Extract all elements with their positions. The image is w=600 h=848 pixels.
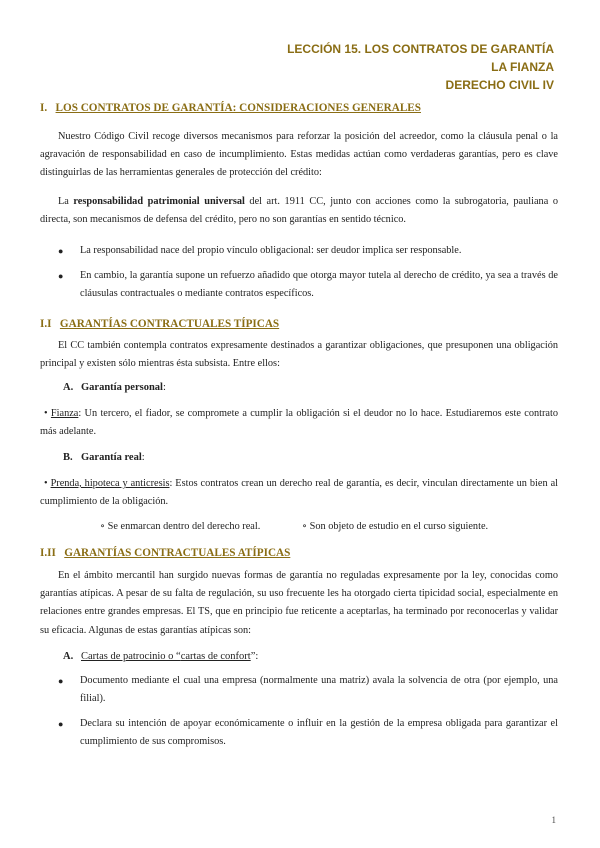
course-name: DERECHO CIVIL IV [445, 78, 554, 92]
subheading-cartas-patrocinio: A. Cartas de patrocinio o “cartas de confort”: [63, 651, 259, 662]
bullet-icon: ● [58, 676, 64, 686]
link-cartas-confort[interactable]: cartas de confort [180, 651, 251, 662]
paragraph-prenda: • Prenda, hipoteca y anticresis: Estos contratos crean un derecho real de garantía, es decir, vinculan directamente un bien al cumplimiento de la obligación. [40, 478, 559, 508]
sub-bullet-item: ∘ Se enmarcan dentro del derecho real. [100, 521, 261, 532]
section-number: I. [40, 102, 48, 114]
subheading-garantia-personal: A. Garantía personal: [63, 382, 166, 393]
term-prenda: Prenda, hipoteca y anticresis [50, 478, 170, 489]
section-heading-1-2 [40, 547, 558, 559]
list-item: ● Declara su intención de apoyar económicamente o influir en la gestión de la empresa obligada para garantizar el cumplimiento de sus compromisos. [58, 715, 558, 751]
section-number: I.II [40, 547, 56, 559]
term-fianza: Fianza [50, 408, 79, 419]
section-heading-1 [40, 102, 558, 114]
section-title: GARANTÍAS CONTRACTUALES ATÍPICAS [64, 547, 291, 559]
lesson-title: LECCIÓN 15. LOS CONTRATOS DE GARANTÍA [287, 42, 554, 56]
paragraph: En el ámbito mercantil han surgido nuevas formas de garantía no reguladas expresamente por la ley, conocidas como garantías atípicas. A pesar de su falta de regulación, su uso frecuente les ha otorgado cierta tipicidad social, especialmente en relaciones entre grandes empresas. El TS, que en principio fue reticente a aceptarlas, ha terminado por reconocerlas y validar su eficacia. Algunas de estas garantías atípicas son: [40, 570, 558, 636]
bullet-icon: ● [58, 246, 64, 256]
document-header [287, 40, 554, 94]
bullet-icon: • [44, 478, 48, 489]
circle-bullet-icon: ∘ [100, 521, 106, 532]
list-item: ● En cambio, la garantía supone un refuerzo añadido que otorga mayor tutela al derecho de crédito, ya sea a través de cláusulas contractuales o mediante contratos específicos. [58, 267, 558, 303]
section-title: LOS CONTRATOS DE GARANTÍA: CONSIDERACIONES GENERALES [55, 102, 421, 114]
list-item: ● Documento mediante el cual una empresa (normalmente una matriz) avala la solvencia de otra (por ejemplo, una filial). [58, 672, 558, 708]
sub-bullet-item: ∘ Son objeto de estudio en el curso siguiente. [302, 521, 489, 532]
paragraph: Nuestro Código Civil recoge diversos mecanismos para reforzar la posición del acreedor, como la cláusula penal o la agravación de responsabilidad en caso de incumplimiento. Estas medidas actúan como verdaderas garantías, pero es clave distinguirlas de las herramientas generales de protección del crédito: [40, 131, 558, 179]
circle-bullet-icon: ∘ [302, 521, 308, 532]
section-number: I.I [40, 318, 52, 330]
bullet-icon: ● [58, 271, 64, 281]
bullet-icon: • [44, 408, 48, 419]
paragraph-fianza: • Fianza: Un tercero, el fiador, se compromete a cumplir la obligación si el deudor no lo hace. Estudiaremos este contrato más adelante. [40, 408, 558, 438]
paragraph: El CC también contempla contratos expresamente destinados a garantizar obligaciones, que presuponen una obligación principal y existen sólo mientras ésta subsista. Entre ellos: [40, 340, 558, 370]
page-number: 1 [551, 815, 556, 825]
paragraph: La responsabilidad patrimonial universal del art. 1911 CC, junto con acciones como la subrogatoria, pauliana o directa, son mecanismos de defensa del crédito, pero no son garantías en sentido técnico. [40, 196, 558, 226]
list-item: ● La responsabilidad nace del propio vínculo obligacional: ser deudor implica ser responsable. [58, 242, 558, 260]
section-heading-1-1 [40, 318, 558, 330]
subheading-garantia-real: B. Garantía real: [63, 452, 145, 463]
bold-term: responsabilidad patrimonial universal [73, 196, 245, 207]
section-title: GARANTÍAS CONTRACTUALES TÍPICAS [59, 318, 280, 330]
bullet-icon: ● [58, 719, 64, 729]
lesson-subtitle: LA FIANZA [491, 60, 554, 74]
